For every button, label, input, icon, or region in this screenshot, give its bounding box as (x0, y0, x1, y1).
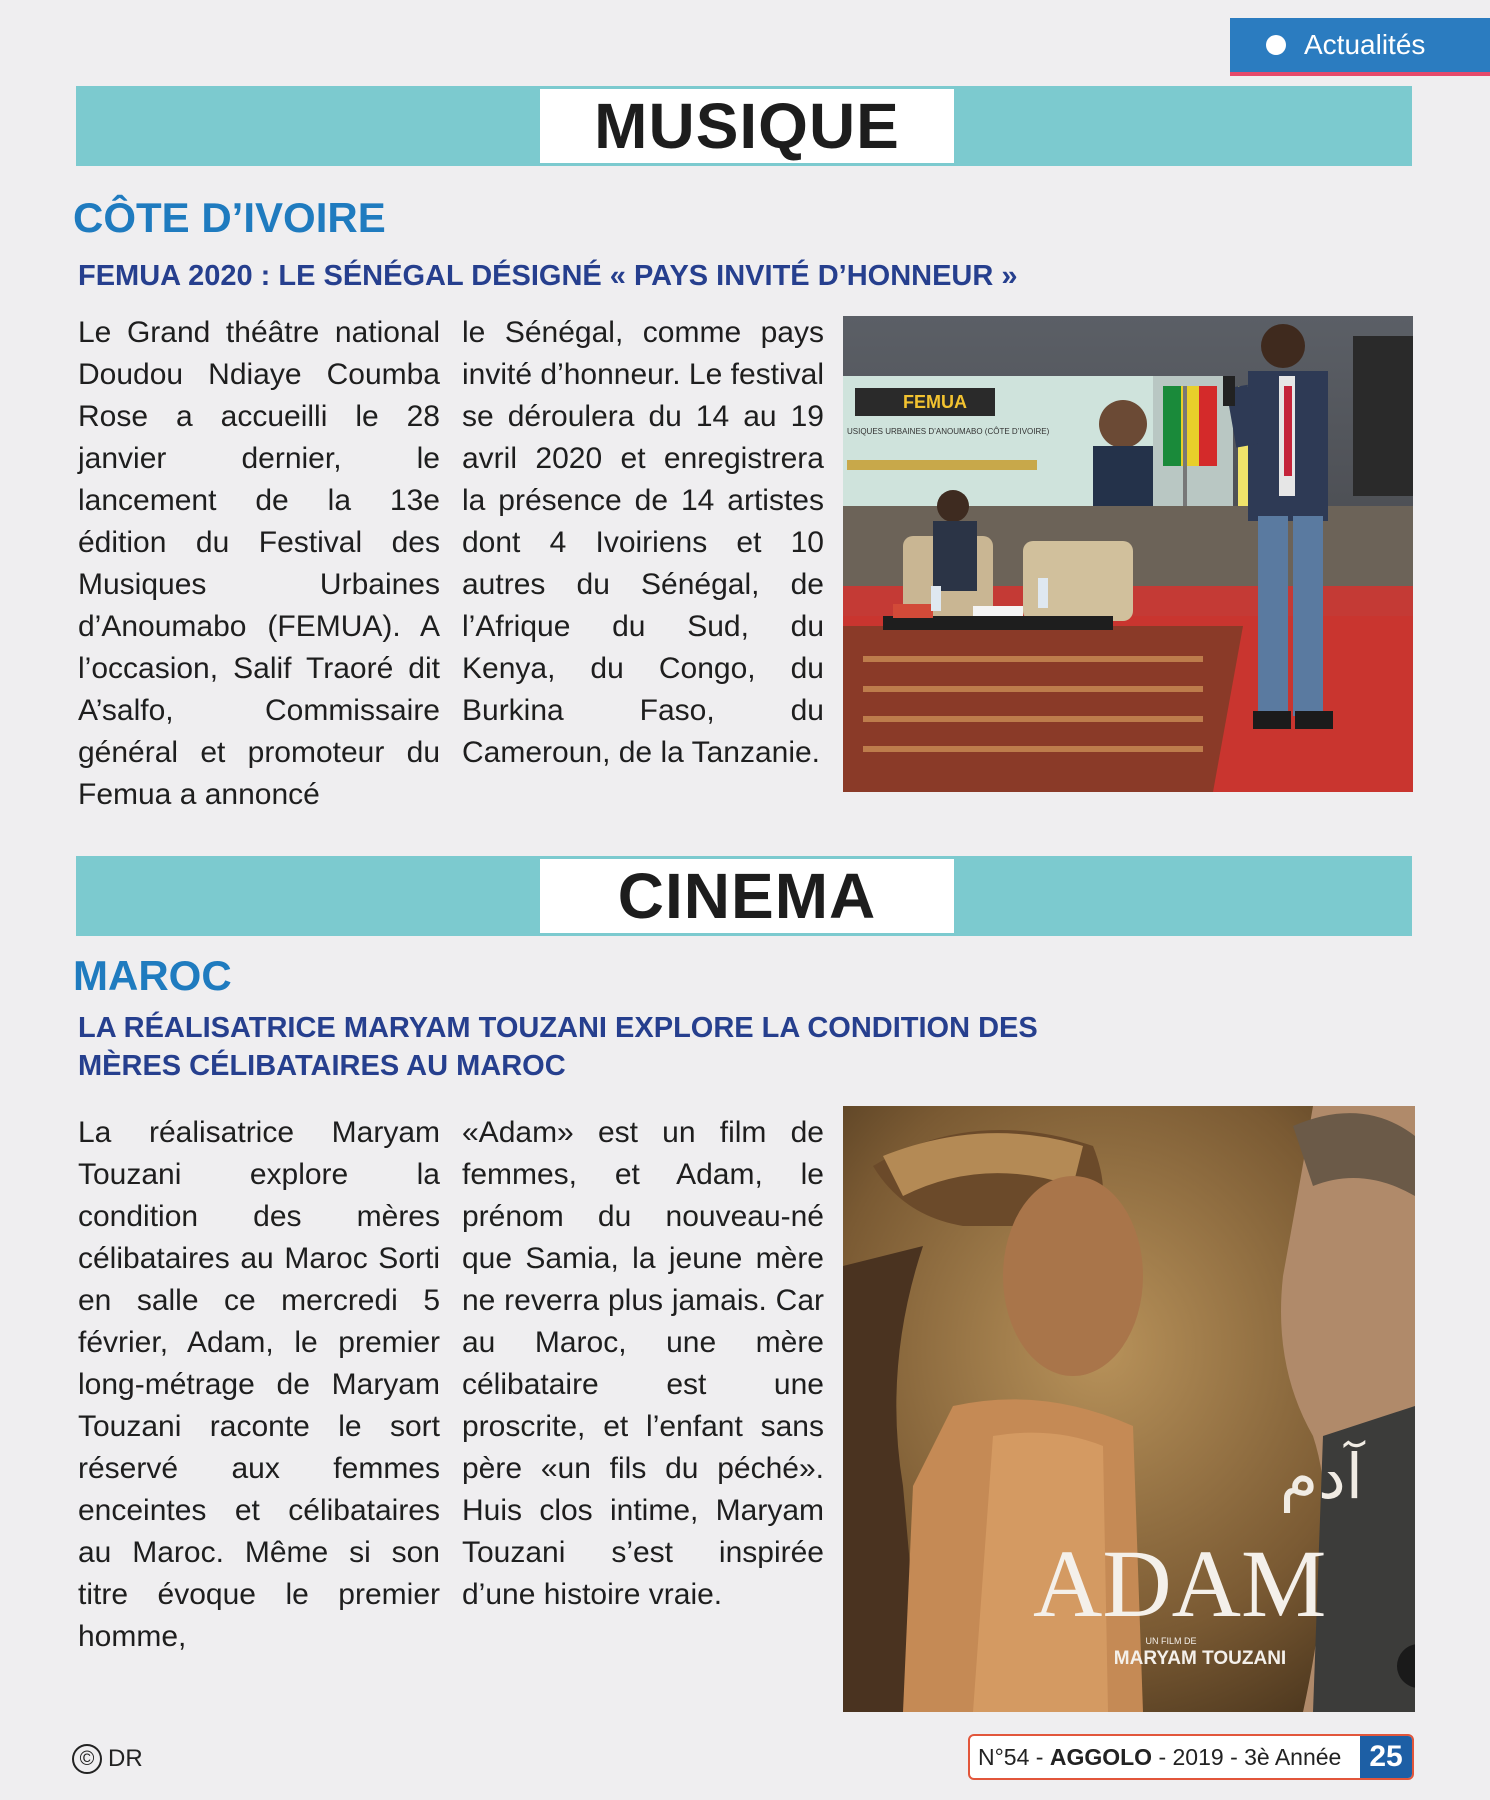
cinema-band (76, 856, 1412, 936)
musique-band (76, 86, 1412, 166)
poster-title: ADAM (1033, 1530, 1327, 1637)
section-tab (1230, 18, 1490, 76)
photo-banner-text: USIQUES URBAINES D’ANOUMABO (CÔTE D’IVOIRE) (847, 427, 1050, 436)
magazine-name: AGGOLO (1049, 1743, 1153, 1770)
issue-number: N°54 - (978, 1743, 1050, 1770)
cinema-headline-line-2: MÈRES CÉLIBATAIRES AU MAROC (78, 1050, 566, 1082)
cinema-band-label: CINEMA (540, 859, 954, 933)
musique-band-label: MUSIQUE (540, 89, 954, 163)
poster-arabic-title: آدم (1279, 1440, 1363, 1513)
musique-country: CÔTE D’IVOIRE (73, 194, 386, 241)
page-number: 25 (1360, 1736, 1412, 1778)
poster-credit-small: UN FILM DE (1145, 1636, 1197, 1646)
cinema-headline (78, 1009, 1038, 1085)
copyright-icon: © (72, 1744, 102, 1774)
musique-column-2: le Sénégal, comme pays invité d’honneur. Le festival se déroulera du 14 au 19 avril 2020 et enregistrera la présence de 14 artistes dont 4 Ivoiriens et 10 autres du Sénégal, de l’Afrique du Sud, du Kenya, du Congo, du Burkina Faso, du Cameroun, de la Tanzanie. (462, 316, 824, 769)
cinema-country: MAROC (73, 952, 232, 999)
photo-credit (72, 1744, 143, 1774)
cinema-headline-line-1: LA RÉALISATRICE MARYAM TOUZANI EXPLORE LA CONDITION DES (78, 1012, 1038, 1044)
poster-credit: MARYAM TOUZANI (1113, 1648, 1287, 1669)
photo-banner-logo: FEMUA (903, 392, 967, 412)
photo-credit-label: DR (108, 1745, 143, 1772)
bullet-icon (1266, 35, 1286, 55)
musique-headline: FEMUA 2020 : LE SÉNÉGAL DÉSIGNÉ « PAYS INVITÉ D’HONNEUR » (78, 260, 1018, 292)
adam-film-poster (843, 1106, 1415, 1712)
issue-info-text (970, 1744, 1360, 1771)
section-tab-label: Actualités (1304, 29, 1426, 60)
cinema-column-1: La réalisatrice Maryam Touzani explore la condition des mères célibataires au Maroc Sorti en salle ce mercredi 5 février, Adam, le premier long-métrage de Maryam Touzani raconte le sort réservé aux femmes enceintes et célibataires au Maroc. Même si son titre évoque le premier homme, (78, 1116, 440, 1653)
femua-press-photo (843, 316, 1413, 792)
issue-year: - 2019 - 3è Année (1152, 1743, 1342, 1770)
musique-column-1: Le Grand théâtre national Doudou Ndiaye Coumba Rose a accueilli le 28 janvier dernier, le lancement de la 13e édition du Festival des Musiques Urbaines d’Anoumabo (FEMUA). A l’occasion, Salif Traoré dit A’salfo, Commissaire général et promoteur du Femua a annoncé (78, 316, 440, 811)
issue-info-box (968, 1734, 1414, 1780)
cinema-column-2: «Adam» est un film de femmes, et Adam, le prénom du nouveau-né que Samia, la jeune mère ne reverra plus jamais. Car au Maroc, une mère célibataire est une proscrite, et l’enfant sans père «un fils du péché». Huis clos intime, Maryam Touzani s’est inspirée d’une histoire vraie. (462, 1116, 824, 1611)
